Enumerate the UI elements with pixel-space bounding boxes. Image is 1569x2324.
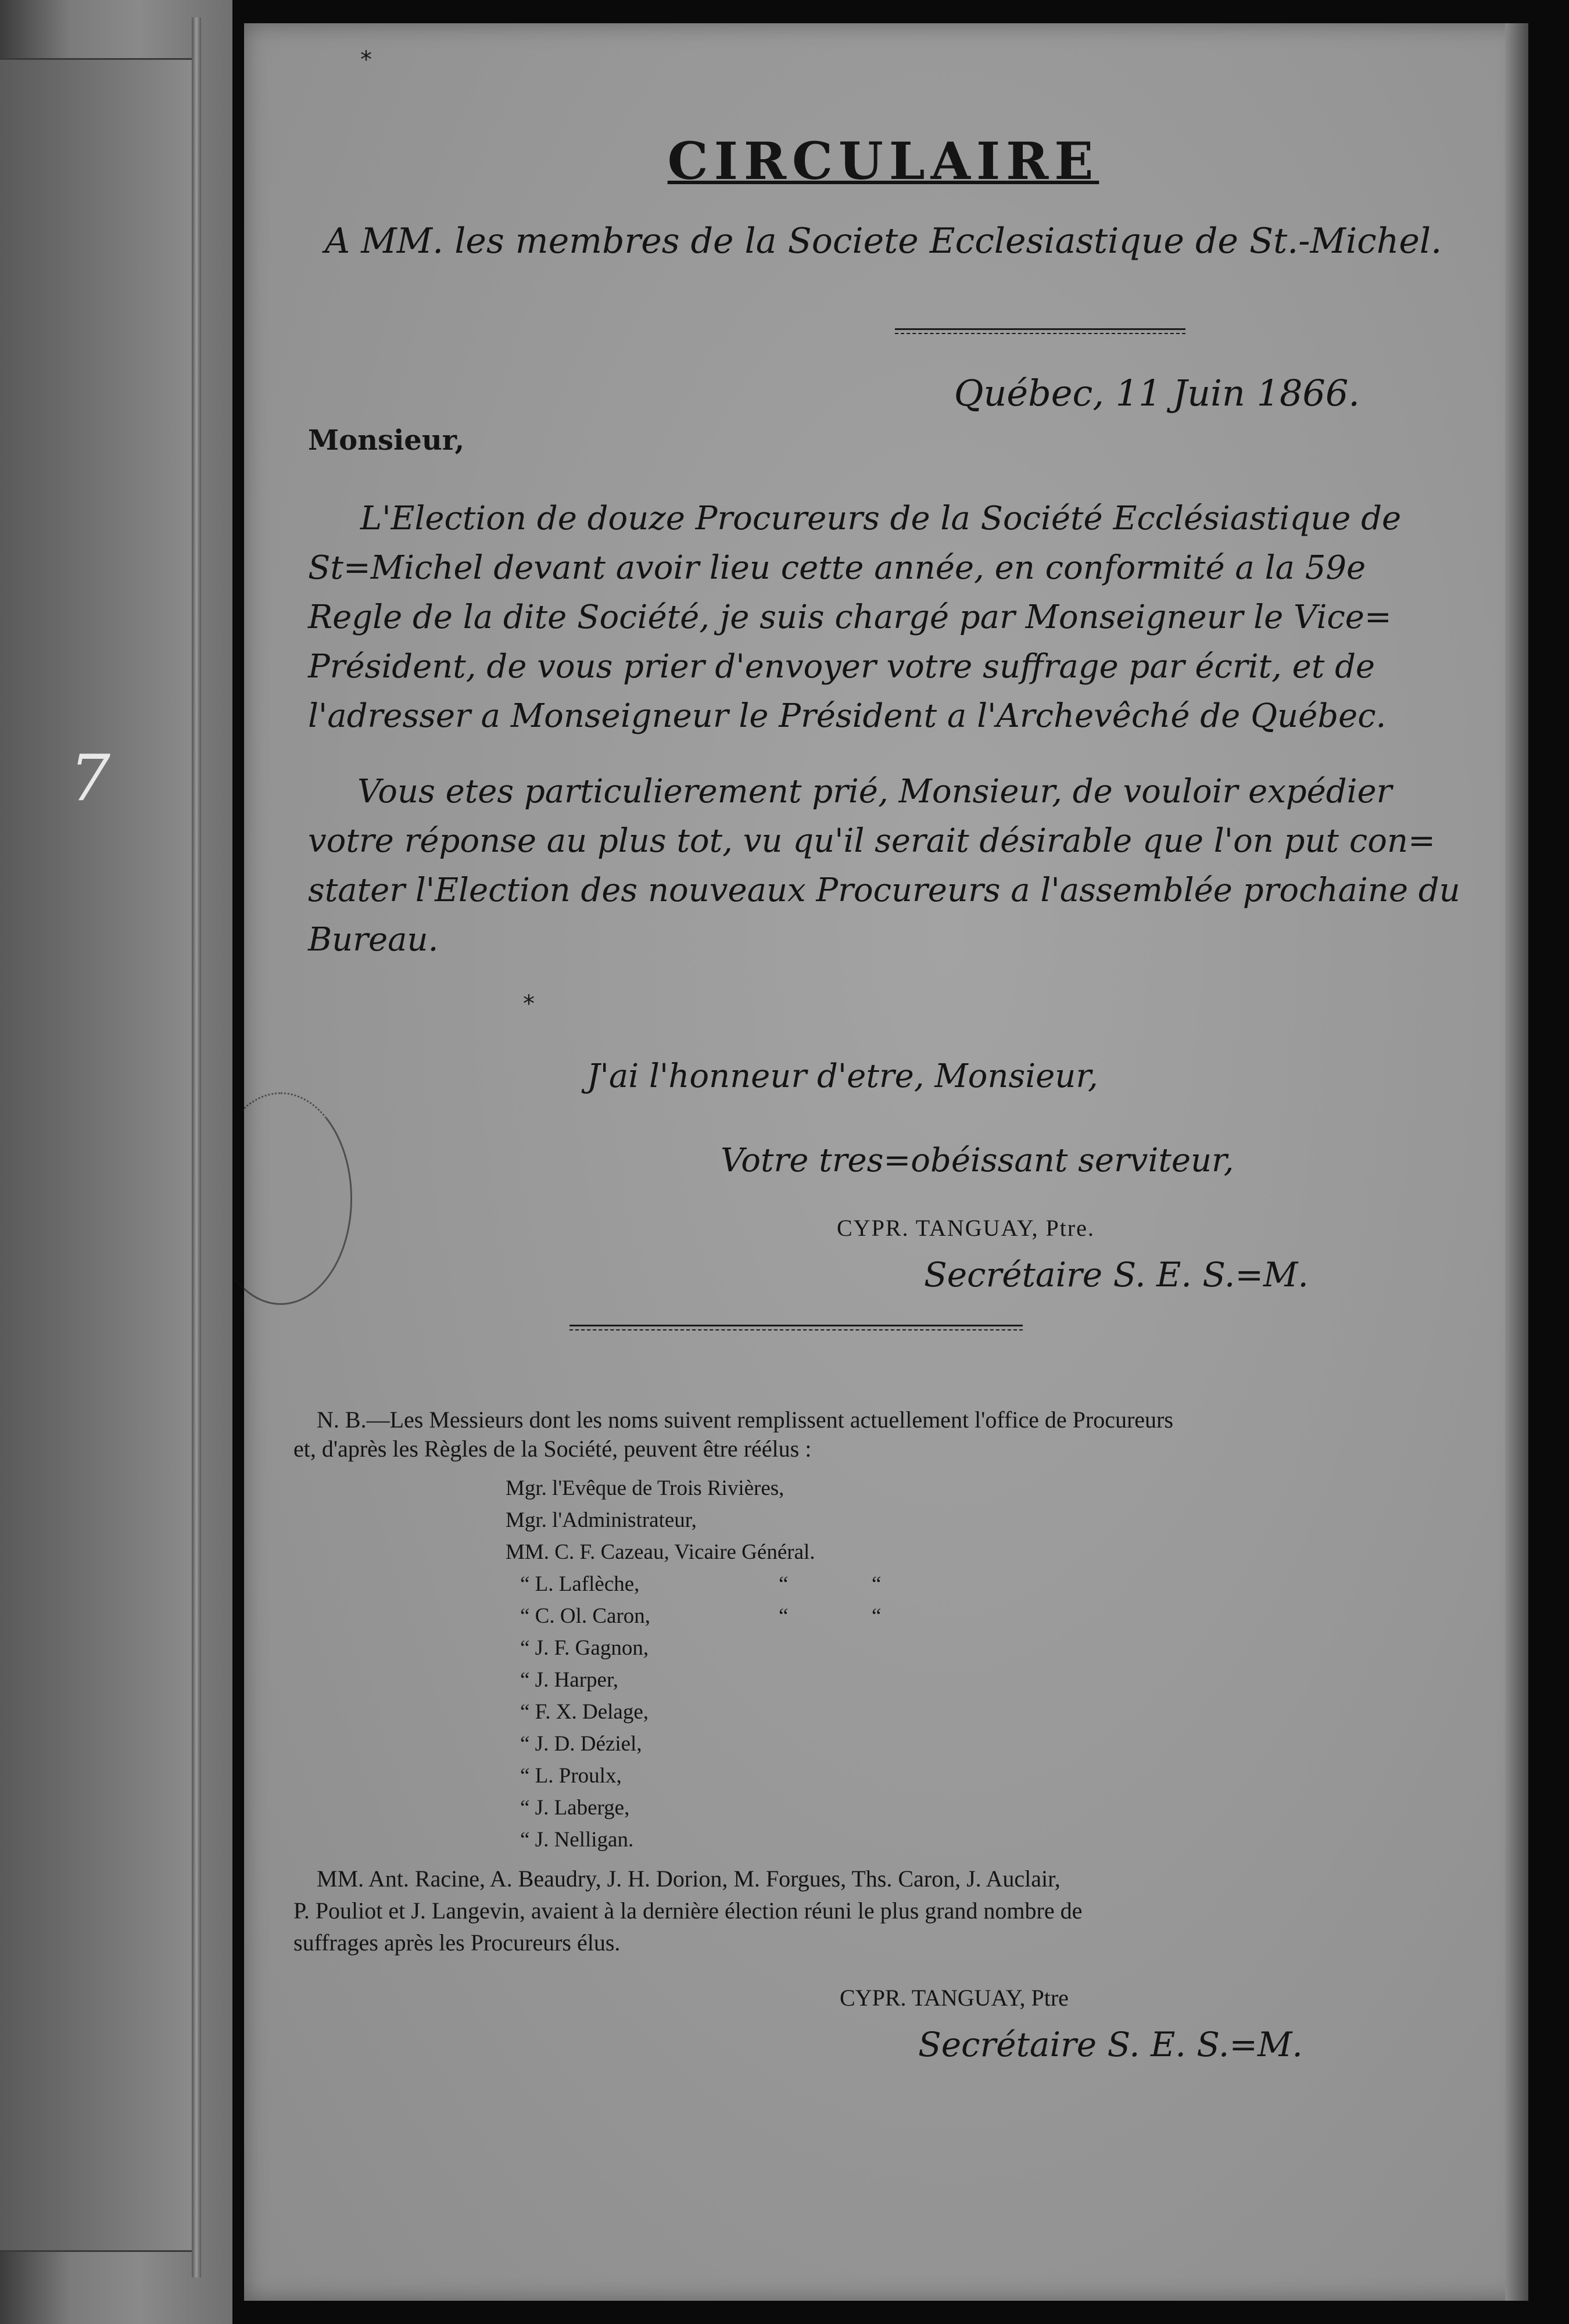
body-line: Vous etes particulierement prié, Monsieur, de vouloir expédier — [357, 773, 1392, 810]
member-name: “ F. X. Delage, — [520, 1700, 649, 1724]
note-line: et, d'après les Règles de la Société, peuvent être réélus : — [293, 1436, 812, 1462]
member-name: “ J. D. Déziel, — [520, 1732, 642, 1756]
body-line: votre réponse au plus tot, vu qu'il serait désirable que l'on put con= — [308, 822, 1435, 860]
ditto-mark: “ — [779, 1572, 789, 1596]
ditto-mark: “ — [779, 1604, 789, 1628]
member-name: “ J. Harper, — [520, 1668, 619, 1692]
note-paragraph-line: MM. Ant. Racine, A. Beaudry, J. H. Dorion, M. Forgues, Ths. Caron, J. Auclair, — [317, 1866, 1061, 1892]
note-line: N. B.—Les Messieurs dont les noms suivent remplissent actuellement l'office de Procureurs — [317, 1407, 1173, 1433]
body-line: L'Election de douze Procureurs de la Société Ecclésiastique de — [360, 500, 1402, 537]
page-edge-shadow — [1505, 23, 1528, 2301]
note-paragraph-line: suffrages après les Procureurs élus. — [293, 1930, 621, 1956]
body-line: l'adresser a Monseigneur le Président a l'Archevêché de Québec. — [308, 697, 1387, 735]
member-name: “ C. Ol. Caron, — [520, 1604, 651, 1628]
note-signer-title: Secrétaire S. E. S.=M. — [918, 2025, 1303, 2064]
member-name: Mgr. l'Administrateur, — [506, 1508, 697, 1532]
member-name: “ L. Proulx, — [520, 1764, 622, 1788]
note-signer-name: CYPR. TANGUAY, Ptre — [840, 1985, 1069, 2011]
margin-pencil-mark: 7 — [70, 741, 110, 815]
valediction: Votre tres=obéissant serviteur, — [721, 1142, 1234, 1179]
member-name: Mgr. l'Evêque de Trois Rivières, — [506, 1476, 784, 1500]
member-name: “ L. Laflèche, — [520, 1572, 640, 1596]
address-line: A MM. les membres de la Societe Ecclesiastique de St.-Michel. — [324, 221, 1442, 261]
signer-title: Secrétaire S. E. S.=M. — [924, 1255, 1309, 1294]
circular-page — [244, 23, 1523, 2301]
page-fold — [192, 17, 201, 2278]
member-name: “ J. F. Gagnon, — [520, 1636, 649, 1660]
member-name: MM. C. F. Cazeau, Vicaire Général. — [506, 1540, 815, 1564]
closing-line: J'ai l'honneur d'etre, Monsieur, — [587, 1057, 1098, 1095]
signer-name: CYPR. TANGUAY, Ptre. — [837, 1215, 1095, 1241]
left-page-inner — [0, 58, 198, 2252]
letter-date: Québec, 11 Juin 1866. — [954, 372, 1360, 414]
member-name: “ J. Nelligan. — [520, 1828, 634, 1852]
divider-rule — [895, 328, 1185, 330]
ditto-mark: “ — [872, 1572, 882, 1596]
body-line: Président, de vous prier d'envoyer votre suffrage par écrit, et de — [308, 648, 1375, 686]
top-ink-mark: * — [360, 46, 372, 73]
member-name: “ J. Laberge, — [520, 1796, 630, 1820]
mid-ink-mark: * — [523, 991, 535, 1017]
document-title: CIRCULAIRE — [667, 131, 1099, 191]
divider-rule — [569, 1325, 1023, 1326]
salutation: Monsieur, — [308, 424, 465, 457]
note-paragraph-line: P. Pouliot et J. Langevin, avaient à la dernière élection réuni le plus grand nombre de — [293, 1898, 1083, 1924]
faded-stamp — [209, 1092, 352, 1305]
ditto-mark: “ — [872, 1604, 882, 1628]
body-line: Bureau. — [308, 921, 439, 959]
body-line: St=Michel devant avoir lieu cette année, en conformité a la 59e — [308, 549, 1366, 587]
left-facing-page — [0, 0, 232, 2324]
body-line: stater l'Election des nouveaux Procureurs a l'assemblée prochaine du — [308, 871, 1460, 909]
body-line: Regle de la dite Société, je suis chargé par Monseigneur le Vice= — [308, 598, 1392, 636]
